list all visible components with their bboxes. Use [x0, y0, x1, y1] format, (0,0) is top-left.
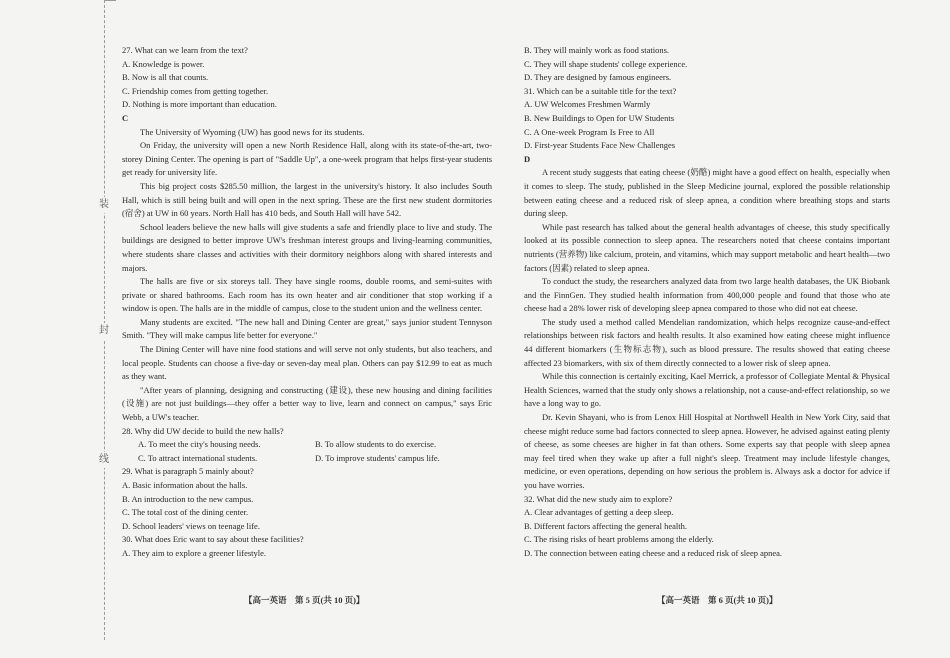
question-27-option-c: C. Friendship comes from getting together. — [122, 85, 269, 96]
question-27-stem: 27. What can we learn from the text? — [122, 45, 248, 55]
question-31-option-a: A. UW Welcomes Freshmen Warmly — [524, 99, 651, 110]
section-d-paragraph: While past research has talked about the general health advantages of cheese, this study specifically looked at its possible connection to sleep apnea. The researchers noted that cheese contains important nutrients (营养物) like calcium, protein, and vitamins, which may support metabolic and heart health—two factors (因素) related to sleep apnea. — [524, 221, 890, 273]
question-28-option-d: D. To improve students' campus life. — [315, 452, 440, 463]
question-28-option-c: C. To attract international students. — [138, 452, 258, 463]
question-28-stem: 28. Why did UW decide to build the new halls? — [122, 425, 284, 436]
section-d-paragraph: Dr. Kevin Shayani, who is from Lenox Hill Hospital at Northwell Health in New York City, said that cheese might reduce some bad factors connected to sleep apnea. However, he advised against eating plenty of cheese, as some cheeses are higher in fat than others. Some experts say that people with sleep apnea may feel tired when they wake up after a full night's sleep. Treatment may include lifestyle changes, medicine, or even operations, depending on how serious the problem is. Always ask a doctor for advice if you have worries. — [524, 412, 890, 490]
section-c-paragraph: The halls are five or six storeys tall. They have single rooms, double rooms, and semi-suites with private or shared bathrooms. Each room has its own heater and air conditioner that stop working if a window is open. The halls are in the middle of campus, close to the student union and the wellness center. — [122, 276, 492, 314]
section-c-paragraph: The University of Wyoming (UW) has good news for its students. — [140, 126, 365, 137]
section-c-paragraph: On Friday, the university will open a new North Residence Hall, along with its state-of-the-art, two-storey Dining Center. The opening is part of "Saddle Up", a one-week program that helps first-year students get ready for university life. — [122, 140, 492, 178]
question-31-option-b: B. New Buildings to Open for UW Students — [524, 112, 675, 123]
question-31-stem: 31. Which can be a suitable title for the text? — [524, 85, 677, 96]
question-30-option-d: D. They are designed by famous engineers. — [524, 72, 672, 83]
question-28-option-a: A. To meet the city's housing needs. — [138, 439, 261, 450]
question-32-option-d: D. The connection between eating cheese and a reduced risk of sleep apnea. — [524, 547, 783, 558]
question-32-stem: 32. What did the new study aim to explore? — [524, 493, 673, 504]
question-32-option-a: A. Clear advantages of getting a deep sleep. — [524, 507, 674, 518]
question-30-option-c: C. They will shape students' college experience. — [524, 58, 688, 69]
question-31-option-d: D. First-year Students Face New Challenges — [524, 140, 676, 151]
section-c-paragraph: The Dining Center will have nine food stations and will serve not only students, but also teachers, and local people. Students can choose a five-day or seven-day meal plan. Others can pay $12.99 to eat as much as they want. — [122, 344, 492, 382]
binding-top-rule — [104, 0, 116, 1]
question-32-option-b: B. Different factors affecting the general health. — [524, 520, 688, 531]
question-29-option-a: A. Basic information about the halls. — [122, 480, 248, 490]
page-footer-right: 【高一英语 第 6 页(共 10 页)】 — [657, 595, 778, 605]
binding-mark-feng: 封 — [96, 323, 112, 339]
binding-mark-zhuang: 装 — [96, 197, 112, 213]
left-column — [122, 44, 492, 561]
section-d-heading: D — [524, 153, 531, 164]
section-d-paragraph: The study used a method called Mendelian randomization, which helps recognize cause-and-effect relationships between risk factors and health results. It also examined how eating cheese might influence 44 different biomarkers (生物标志物), such as blood pressure. The results showed that eating cheese affected 23 biomarkers, with six of them directly connected to a lower risk of sleep apnea. — [524, 316, 890, 368]
binding-dashed-line — [104, 0, 105, 640]
page-footer-left: 【高一英语 第 5 页(共 10 页)】 — [244, 595, 365, 605]
section-c-paragraph: "After years of planning, designing and constructing (建设), these new housing and dining facilities (设施) are not just buildings—they offer a better way to live, learn and connect on campus," says Eric Webb, a UW's teacher. — [122, 384, 492, 423]
question-29-option-b: B. An introduction to the new campus. — [122, 493, 254, 504]
question-27-option-b: B. Now is all that counts. — [122, 72, 209, 83]
question-29-option-c: C. The total cost of the dining center. — [122, 507, 249, 518]
question-29-option-d: D. School leaders' views on teenage life. — [122, 520, 260, 531]
section-c-paragraph: Many students are excited. "The new hall and Dining Center are great," says junior student Tennyson Smith. "They will make campus life better for everyone." — [122, 316, 492, 341]
question-27-option-a: A. Knowledge is power. — [122, 58, 205, 69]
question-29-stem: 29. What is paragraph 5 mainly about? — [122, 466, 254, 477]
question-30-option-a: A. They aim to explore a greener lifestyle. — [122, 547, 267, 558]
section-d-paragraph: To conduct the study, the researchers analyzed data from two large health databases, the UK Biobank and the FinnGen. They studied health information from 400,000 people and found that those who ate cheese had a 28% lower risk of developing sleep apnea compared to those who did not eat cheese. — [524, 276, 890, 314]
question-32-option-c: C. The rising risks of heart problems among the elderly. — [524, 534, 714, 545]
question-31-option-c: C. A One-week Program Is Free to All — [524, 126, 655, 137]
section-d-paragraph: A recent study suggests that eating cheese (奶酪) might have a good effect on health, especially when it comes to sleep. The study, published in the Sleep Medicine journal, explored the possible relationship between eating cheese and a reduced risk of sleep apnea, a condition where breathing stops and starts during sleep. — [524, 167, 890, 219]
question-27-option-d: D. Nothing is more important than education. — [122, 99, 277, 110]
section-c-paragraph: This big project costs $285.50 million, the largest in the university's history. It also includes South Hall, which is still being built and will open in the next spring. These are the first new student dormitories (宿舍) at UW in 60 years. North Hall has 410 beds, and South Hall will have 542. — [122, 180, 492, 219]
question-28-options — [138, 438, 492, 465]
question-30-stem: 30. What does Eric want to say about these facilities? — [122, 534, 304, 545]
question-30-option-b: B. They will mainly work as food stations. — [524, 45, 670, 55]
binding-mark-xian: 线 — [96, 452, 112, 468]
section-d-paragraph: While this connection is certainly exciting, Kael Merrick, a professor of Collegiate Mental & Physical Health Sciences, warned that the study only shows a relationship, not a cause-and-effect relationship, so we have a long way to go. — [524, 371, 890, 409]
section-c-paragraph: School leaders believe the new halls will give students a safe and friendly place to live and study. The buildings are designed to better improve UW's freshman interest groups and living-learning communities, where students share classes and activities with their dormitory neighbors along with shared interests and majors. — [122, 221, 492, 273]
section-c-heading: C — [122, 112, 129, 123]
right-column — [524, 44, 890, 561]
question-28-option-b: B. To allow students to do exercise. — [315, 439, 437, 450]
